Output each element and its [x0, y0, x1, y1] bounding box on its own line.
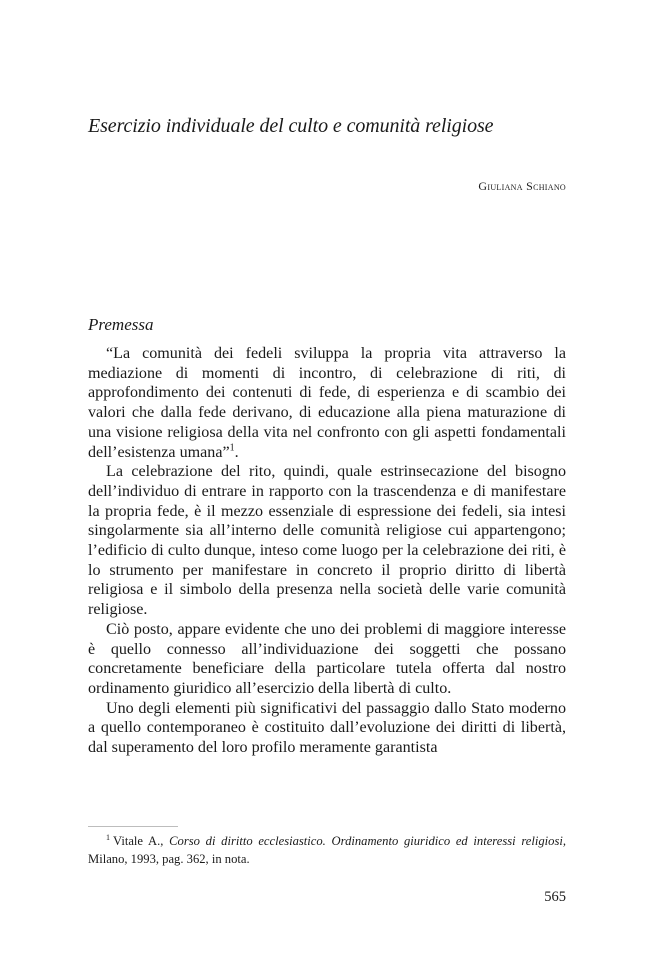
- body-text: [88, 344, 566, 758]
- footnote: [88, 832, 566, 868]
- section-heading: Premessa: [88, 315, 154, 334]
- chapter-title: Esercizio individuale del culto e comunità religiose: [88, 115, 494, 137]
- paragraph: La celebrazione del rito, quindi, quale estrinsecazione del bisogno dell’individuo di entrare in rapporto con la trascendenza e di manifestare la propria fede, è il mezzo essenziale di espressione dei fedeli, sia intesi singolarmente sia all’interno delle comunità religiose cui appartengono; l’edificio di culto dunque, inteso come luogo per la celebrazione dei riti, è lo strumento per manifestare in concreto il proprio diritto di libertà religiosa e il simbolo della presenza nella società delle varie comunità religiose.: [88, 463, 566, 619]
- author-name: Giuliana Schiano: [478, 179, 566, 193]
- paragraph: [88, 344, 566, 462]
- paragraph-text: “La comunità dei fedeli sviluppa la propria vita attraverso la mediazione di momenti di incontro, di celebrazione di riti, di approfondimento dei contenuti di fede, di esperienza e di scambio dei valori che dalla fede derivano, di educazione alla piena maturazione di una visione religiosa della vita nel confronto con gli aspetti fondamentali dell’esistenza umana”: [88, 345, 566, 461]
- paragraph: Uno degli elementi più significativi del passaggio dallo Stato moderno a quello contemporaneo è costituito dall’evoluzione dei diritti di libertà, dal superamento del loro profilo meramente garantista: [88, 699, 566, 757]
- footnote-number: 1: [106, 832, 110, 842]
- paragraph: Ciò posto, appare evidente che uno dei problemi di maggiore interesse è quello connesso all’individuazione dei soggetti che possano concretamente beneficiare della particolare tutela offerta dal nostro ordinamento giuridico all’esercizio della libertà di culto.: [88, 620, 566, 697]
- paragraph-tail: .: [234, 443, 239, 461]
- footnote-author: Vitale A.,: [113, 834, 164, 848]
- footnote-work-title: Corso di diritto ecclesiastico. Ordinamento giuridico ed interessi religiosi,: [169, 834, 567, 848]
- footnote-reference: 1: [229, 442, 235, 454]
- page-number: 565: [544, 889, 566, 905]
- footnote-separator: [88, 826, 178, 827]
- footnote-details: Milano, 1993, pag. 362, in nota.: [88, 852, 250, 866]
